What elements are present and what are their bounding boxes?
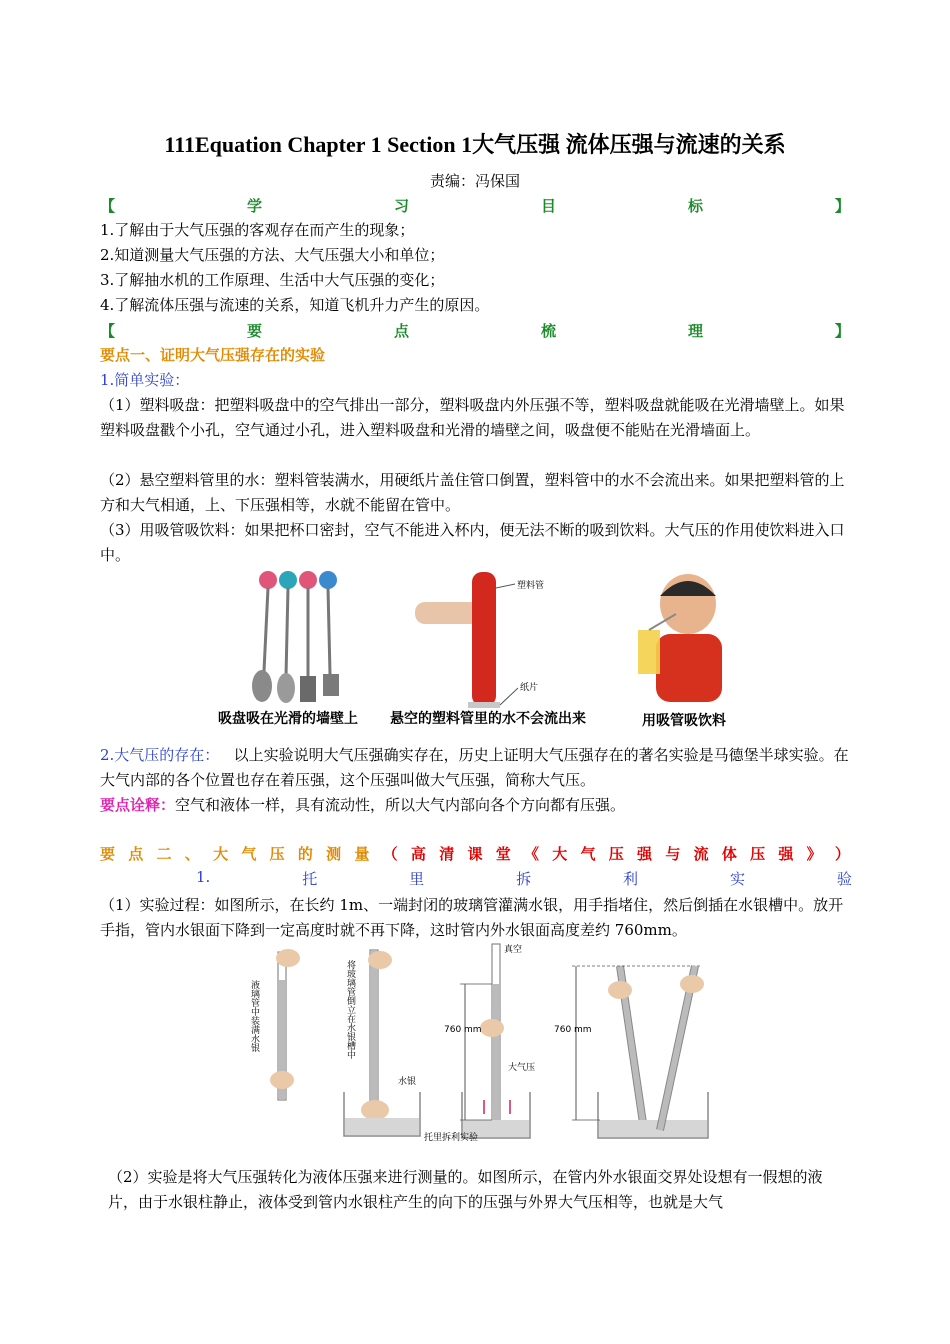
torricelli-panel-invert (344, 950, 420, 1136)
point2-heading-char: 二 (156, 845, 172, 863)
sub-heading-char: 1. (196, 868, 211, 886)
lesson-link-char[interactable]: 压 (608, 845, 624, 863)
lesson-link-char[interactable]: 《 (523, 845, 539, 863)
section-heading-goals (100, 195, 850, 216)
lesson-link-char[interactable]: 堂 (495, 845, 511, 863)
point1-note (100, 793, 852, 818)
sub-heading-char: 实 (729, 870, 745, 888)
lesson-link-char[interactable]: （ (382, 845, 398, 863)
atm-label: 大气压 (508, 1063, 536, 1073)
torricelli-panel-vertical (444, 943, 535, 1138)
point2-paragraph-2: （2）实验是将大气压强转化为液体压强来进行测量的。如图所示，在管内外水银面交界处设想有一假想的液片，由于水银柱静止，液体受到管内水银柱产生的向下的压强与外界大气压相等，也就是大气 (108, 1168, 823, 1211)
lesson-link-char[interactable]: 流 (693, 845, 709, 863)
height-label-2: 760 mm (554, 1025, 592, 1035)
vacuum-label: 真空 (504, 945, 523, 955)
boy-drinking-illustration (638, 574, 722, 702)
lesson-link-char[interactable]: 强 (778, 845, 794, 863)
point1-sub2-text: 以上实验说明大气压强确实存在，历史上证明大气压强存在的著名实验是马德堡半球实验。在大气内部的各个位置也存在着压强，这个压强叫做大气压强，简称大气压。 (100, 746, 849, 789)
sub-heading-char: 托 (302, 870, 318, 888)
point2-heading-char: 、 (184, 845, 200, 863)
height-label-1: 760 mm (444, 1025, 482, 1035)
section-heading-points (100, 320, 850, 341)
goal-item: 4.了解流体压强与流速的关系，知道飞机升力产生的原因。 (100, 296, 490, 314)
bracket-left: 【 (100, 322, 116, 340)
sub-heading-char: 验 (836, 870, 852, 888)
lesson-link-char[interactable]: 清 (439, 845, 455, 863)
point2-heading (100, 843, 850, 864)
lesson-link-char[interactable]: 与 (665, 845, 681, 863)
point2-heading-char: 测 (326, 845, 342, 863)
sub-heading-char: 拆 (516, 870, 532, 888)
point1-sub1: 1.简单实验： (100, 371, 190, 389)
point1-heading: 要点一、证明大气压强存在的实验 (100, 346, 326, 364)
point2-heading-char: 的 (297, 845, 313, 863)
point2-heading-char: 点 (128, 845, 144, 863)
lesson-link-char[interactable]: 气 (580, 845, 596, 863)
point2-paragraph-1: （1）实验过程：如图所示，在长约 1m、一端封闭的玻璃管灌满水银，用手指堵住，然后倒插在水银槽中。放开手指，管内水银面下降到一定高度时就不再下降，这时管内外水银面高度差约 760mm。 (100, 896, 844, 939)
note-label: 要点诠释： (100, 796, 176, 814)
heading-char: 目 (540, 197, 556, 215)
point1-paragraph-2: （2）悬空塑料管里的水：塑料管装满水，用硬纸片盖住管口倒置，塑料管中的水不会流出来。如果把塑料管的上方和大气相通，上、下压强相等，水就不能留在管中。 (100, 471, 845, 514)
bracket-left: 【 (100, 197, 116, 215)
mercury-label: 水银 (398, 1077, 417, 1087)
lesson-link-char[interactable]: 体 (721, 845, 737, 863)
goal-item: 2.知道测量大气压强的方法、大气压强大小和单位； (100, 246, 445, 264)
plastic-tube-illustration (415, 572, 544, 708)
heading-char: 习 (393, 197, 409, 215)
fill-label: 液璃管中装满水银 (249, 980, 259, 1052)
point2-heading-char: 压 (269, 845, 285, 863)
caption-suction-cup: 吸盘吸在光滑的墙壁上 (218, 711, 358, 727)
point1-sub2: 2.大气压的存在： (100, 746, 220, 764)
lesson-link-char[interactable]: 高 (410, 845, 426, 863)
heading-char: 理 (687, 322, 703, 340)
suction-cup-utensils-illustration (252, 571, 339, 703)
point1-existence (100, 743, 852, 793)
point2-heading-char: 大 (213, 845, 229, 863)
goal-item: 3.了解抽水机的工作原理、生活中大气压强的变化； (100, 271, 445, 289)
note-text: 空气和液体一样，具有流动性，所以大气内部向各个方向都有压强。 (175, 796, 626, 814)
lesson-link-char[interactable]: 大 (552, 845, 568, 863)
simple-experiments-figure (220, 566, 740, 730)
lesson-link-char[interactable]: 强 (637, 845, 653, 863)
tube-label: 塑料管 (517, 581, 545, 591)
torricelli-panel-fill (249, 949, 300, 1100)
sub-heading-char: 利 (623, 870, 639, 888)
bracket-right: 】 (834, 322, 850, 340)
torricelli-panel-tilted (554, 966, 708, 1138)
torricelli-caption: 托里拆利实验 (424, 1133, 479, 1143)
point2-heading-char: 要 (100, 845, 116, 863)
caption-drinking: 用吸管吸饮料 (642, 713, 726, 729)
heading-char: 学 (246, 197, 262, 215)
goal-item: 1.了解由于大气压强的客观存在而产生的现象； (100, 221, 415, 239)
point1-paragraph-3: （3）用吸管吸饮料：如果把杯口密封，空气不能进入杯内，便无法不断的吸到饮料。大气压的作用使饮料进入口中。 (100, 521, 845, 564)
heading-char: 标 (687, 197, 703, 215)
page-title: 111Equation Chapter 1 Section 1大气压强 流体压强与流速的关系 (164, 132, 786, 157)
heading-char: 点 (393, 322, 409, 340)
heading-char: 要 (246, 322, 262, 340)
lesson-link-char[interactable]: 压 (750, 845, 766, 863)
lesson-link-char[interactable]: ） (834, 845, 850, 863)
paper-label: 纸片 (520, 683, 539, 693)
invert-label: 将玻璃管倒立在水银槽中 (345, 960, 355, 1059)
point1-paragraph-1: （1）塑料吸盘：把塑料吸盘中的空气排出一部分，塑料吸盘内外压强不等，塑料吸盘就能吸在光滑墙壁上。如果塑料吸盘戳个小孔，空气通过小孔，进入塑料吸盘和光滑的墙壁之间，吸盘便不能贴在光滑墙面上。 (100, 396, 845, 439)
lesson-link-char[interactable]: 课 (467, 845, 483, 863)
lesson-link-char[interactable]: 》 (806, 845, 822, 863)
sub-heading-char: 里 (409, 870, 425, 888)
point2-heading-char: 量 (354, 845, 370, 863)
bracket-right: 】 (834, 197, 850, 215)
heading-char: 梳 (540, 322, 556, 340)
point2-heading-char: 气 (241, 845, 257, 863)
point2-sub1 (196, 868, 852, 889)
author-line: 责编：冯保国 (429, 172, 520, 190)
torricelli-experiment-figure (240, 940, 720, 1148)
caption-plastic-tube: 悬空的塑料管里的水不会流出来 (390, 711, 586, 727)
